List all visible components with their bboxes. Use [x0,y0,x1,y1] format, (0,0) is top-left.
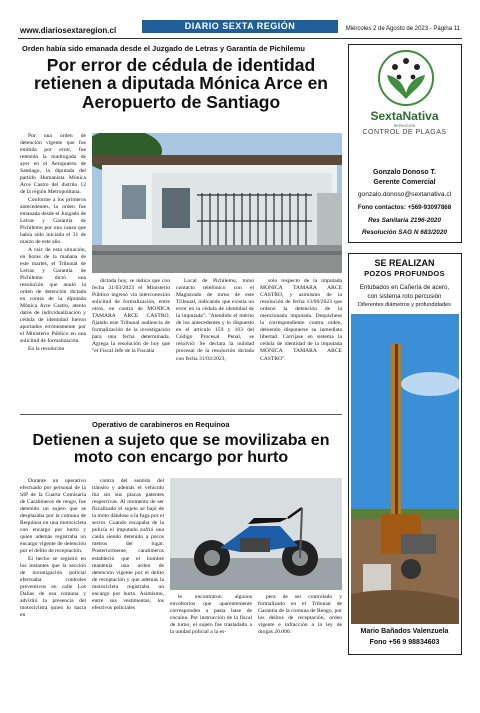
pozos-ad [348,253,462,655]
article1-headline: Por error de cédula de identidad retienen a diputada Mónica Arce en Aeropuerto de Santiago [33,55,328,112]
contact-role: Gerente Comercial [373,179,436,186]
article2-headline: Detienen a sujeto que se movilizaba en moto con encargo por hurto [32,432,330,466]
ad2-line2: con sistema roto percusión [367,293,442,300]
article1-photo [92,133,342,273]
article1-paragraph: Local de Pichilemu, tomó contacto telefónico con el Magistrado de turno de este Tribunal, indicando que existía un error en la cédula de identidad de la imputada". "Atendido el mérito de los antecedentes y lo dispuesto en el artículo 159 y 163 del Código Procesal Penal, se resolvió: Se declara la nulidad procesal de la resolución dictada con fecha 31/03/2023, [176,278,254,362]
section-divider [20,414,342,415]
article2-paragraph: pera de ser controlado y formalizado en el Tribunal de Garantía de la comuna de Rengo, por los delitos de receptación, orden vigente e infracción a la ley de drogas 20.000. [258,594,342,636]
header-divider [18,38,462,39]
article1-paragraph: Conforme a los primeros antecedentes, la orden fue emanada desde el Juzgado de Letras y Garantía de Pichilemu por una causa que había sido iniciada el 31 de marzo de este año. [20,196,86,246]
article1-col4 [260,278,342,363]
article2-paragraph: El hecho se registró en los instantes que la sección de investigación policial efectuaba controles preventivos en calle Los Dalias de esa comuna y advirtió la presencia del motociclista quien lo hacía en [20,556,86,619]
site-url: www.diariosextaregion.cl [20,26,117,35]
article1-col2 [92,278,170,356]
article1-paragraph: A raíz de esta situación, en horas de la mañana de este martes, el Tribunal de Letras y Garantía de Pichilemu dictó una resolución que anuló la orden de detención dictada en contra de la diputada Mónica Arce Castro, atento datos de individualización y cédula de identidad fueron aportados erróneamente por el Ministerio Público en una solicitud de formalización. [20,246,86,345]
article1-kicker: Orden había sido emanada desde el Juzgado de Letras y Garantía de Pichilemu [22,44,306,53]
page-date: Miércoles 2 de Agosto de 2023 - Página 11 [345,26,460,32]
article2-paragraph: contra del sentido del tránsito y además el vehículo iba sin sus placas patentes respectivas. Al momento de ser fiscalizado el sujeto se bajó de la moto dándose a la fuga por el sector. Cuando escapaba de la policía el imputado sufrió una caída siendo detenido a pocos metros del lugar. Posteriormente, carabineros estableció que el hombre mantenía una orden de detención vigente por el delito de receptación y que además la motocicleta registraba un encargo por hurto. Asimismo, entre sus vestimentas, los efectivos policiales [92,478,164,611]
sanitary-resolution: Res Sanitaria 2196-2020 [368,217,441,224]
article1-paragraph: En la resolución [28,345,65,352]
article2-paragraph: Durante un operativo efectuado por personal de la SIP de la Cuarta Comisaría de Carabineros de rengo, fue detenido un sujeto que se desplazaba por la comuna de Requínoa en una motocicleta con encargo por hurto y quien además registraba un encargo vigente de detención por el delito de receptación. [20,478,86,555]
masthead-banner: DIARIO SEXTA REGIÓN [142,20,338,33]
pest-control-logo-icon [377,49,435,107]
contact-phone: Fono contactos: +569-93097868 [357,204,452,211]
article1-col3 [176,278,254,363]
driller-phone: Fono +56 9 98834603 [369,639,440,646]
ad2-line1: Entubados en Cañería de acero, [359,284,450,291]
article2-col1 [20,478,86,620]
drilling-rig-image [351,314,459,624]
article1-paragraph: Por una orden de detención vigente que fue emitida por error, fue retenida la madrugada de ayer en el Aeropuerto de Santiago, la diputada del partido Humanista Mónica Arce Castro del distrito 12 de la región Metropolitana. [20,133,86,196]
ad2-title2: POZOS PROFUNDOS [364,269,445,278]
motorcycle-photo [170,478,342,590]
article1-col1 [20,133,86,353]
ad2-line3: Diferentes diámetros y profundidades [358,302,451,308]
motorcycle-image [170,478,342,590]
sag-resolution: Resolución SAG N 683/2020 [362,229,447,236]
article1-paragraph: dictada hoy, se indica que con fecha 31/03/2023 el Ministerio Público ingresó vía interconexión solicitud de formalización, entre otros, en contra de MONICA TAMARA ARCE CASTRO, fijando este Tribunal audiencia de formalización de la investigación para una fecha determinada. Agrega la resolución de hoy que "el Fiscal Jefe de la Fiscalía [92,278,170,355]
article2-kicker: Operativo de carabineros en Requínoa [92,420,230,429]
article2-paragraph: le encontraron algunos envoltorios que aparentemente corresponden a pasta base de cocaína. Por instrucción de la fiscal de turno, el sujeto fue trasladado a la unidad policial a la es- [170,594,252,636]
driller-name: Mario Bañados Valenzuela [360,628,449,635]
sextanativa-tagline: CONTROL DE PLAGAS [362,129,447,136]
article2-col3 [170,594,252,637]
article2-col4 [258,594,342,637]
sextanativa-brand: SextaNativa [370,109,439,123]
ad2-title1: SE REALIZAN [374,258,435,268]
sextanativa-ad [348,44,462,243]
sextanativa-brand-sub: SERVICIOS [393,123,416,128]
court-building-image [92,133,342,273]
contact-email: gonzalo.donoso@sextanativa.cl [357,191,452,198]
article2-col2 [92,478,164,612]
contact-name: Gonzalo Donoso T. [373,169,436,176]
article1-paragraph: solo respecto de la imputada MONICA TAMARA ARCE CASTRO, y asimismo de la resolución de fecha 13/06/2023 que ordenó la detención de la mencionada imputada. Despáchese la correspondiente contra orden, debiendo disponerse su inmediata libertad. Corríjase en sistema la cédula de identidad de la imputada MONICA TAMARA ARCE CASTRO". [260,278,342,362]
